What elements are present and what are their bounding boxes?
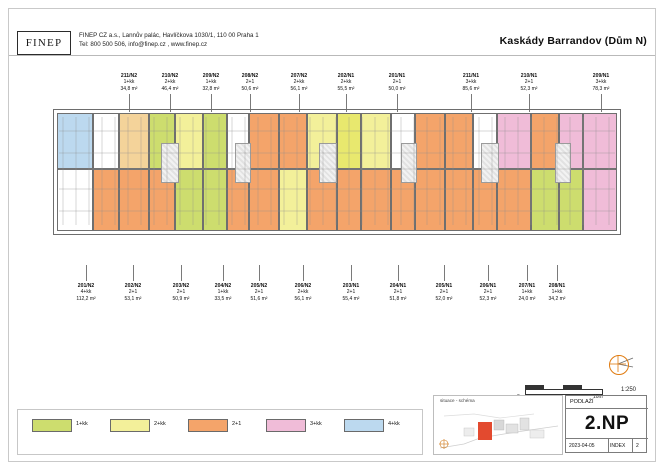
floor-plan-area: [9, 55, 655, 400]
legend-label: 2+1: [232, 421, 242, 427]
unit-id: 203/N1: [342, 283, 360, 289]
callout-leader-line: [250, 94, 251, 112]
unit-area: 24,0 m²: [518, 295, 536, 302]
company-address: [79, 31, 409, 49]
scale-max-label: 10m: [593, 394, 603, 400]
unit-callout: [579, 73, 623, 92]
unit-callout: [107, 73, 151, 92]
callout-leader-line: [211, 94, 212, 112]
unit-area: 50,6 m²: [241, 85, 259, 92]
unit-type: 3+kk: [465, 79, 477, 86]
unit-id: 205/N2: [250, 283, 268, 289]
finep-logo: FINEP: [17, 31, 71, 55]
unit-id: 211/N1: [462, 73, 480, 79]
unit-callout: [159, 283, 203, 302]
callout-leader-line: [259, 265, 260, 281]
unit-id: 209/N2: [202, 73, 220, 79]
legend-swatch: [110, 419, 150, 432]
index-label: INDEX: [610, 443, 626, 449]
unit-id: 210/N1: [520, 73, 538, 79]
unit-id: 209/N1: [592, 73, 610, 79]
unit-area: 50,9 m²: [172, 295, 190, 302]
unit-callout: [324, 73, 368, 92]
callout-leader-line: [529, 94, 530, 112]
callout-leader-line: [133, 265, 134, 281]
drawing-sheet: [8, 8, 656, 462]
unit-type: 2+kk: [340, 79, 352, 86]
callout-leader-line: [129, 94, 130, 112]
unit-type: 2+kk: [164, 79, 176, 86]
unit-id: 202/N1: [337, 73, 355, 79]
unit-id: 207/N1: [518, 283, 536, 289]
callout-leader-line: [223, 265, 224, 281]
unit-id: 210/N2: [161, 73, 179, 79]
situation-caption: situace - schéma: [440, 398, 475, 403]
unit-callout: [422, 283, 466, 302]
unit-area: 32,8 m²: [202, 85, 220, 92]
unit-area: 55,5 m²: [337, 85, 355, 92]
unit-type: 4+kk: [80, 289, 92, 296]
unit-type: 2+1: [392, 79, 402, 86]
callout-leader-line: [181, 265, 182, 281]
floor-value-row: [566, 409, 648, 439]
unit-callout: [466, 283, 510, 302]
unit-callout: [449, 73, 493, 92]
situation-map: [433, 395, 563, 455]
legend-label: 1+kk: [76, 421, 88, 427]
unit-callout: [64, 283, 108, 302]
unit-id: 208/N1: [548, 283, 566, 289]
unit-area: 52,0 m²: [435, 295, 453, 302]
unit-type: 2+1: [176, 289, 186, 296]
title-block: [565, 395, 647, 453]
unit-type: 2+1: [128, 289, 138, 296]
unit-area: 46,4 m²: [161, 85, 179, 92]
legend-label: 2+kk: [154, 421, 166, 427]
unit-area: 56,1 m²: [290, 85, 308, 92]
unit-type: 2+1: [346, 289, 356, 296]
unit-callout: [189, 73, 233, 92]
callout-leader-line: [488, 265, 489, 281]
unit-id: 206/N2: [294, 283, 312, 289]
legend-swatch: [266, 419, 306, 432]
unit-type: 2+1: [254, 289, 264, 296]
callout-leader-line: [351, 265, 352, 281]
unit-id: 203/N2: [172, 283, 190, 289]
unit-area: 34,2 m²: [548, 295, 566, 302]
unit-callout: [111, 283, 155, 302]
legend: [17, 409, 423, 455]
unit-callout: [228, 73, 272, 92]
unit-area: 52,3 m²: [520, 85, 538, 92]
unit-callout: [376, 283, 420, 302]
unit-type: 2+kk: [293, 79, 305, 86]
floor-label-row: [566, 396, 648, 409]
unit-callout: [237, 283, 281, 302]
unit-area: 52,3 m²: [479, 295, 497, 302]
unit-callouts-top: [9, 73, 655, 103]
unit-type: 2+1: [393, 289, 403, 296]
unit-id: 204/N2: [214, 283, 232, 289]
unit-area: 51,8 m²: [389, 295, 407, 302]
unit-area: 55,4 m²: [342, 295, 360, 302]
callout-leader-line: [398, 265, 399, 281]
unit-callout: [148, 73, 192, 92]
unit-area: 112,2 m²: [76, 295, 96, 302]
unit-id: 201/N2: [77, 283, 95, 289]
unit-callout: [507, 73, 551, 92]
drawing-date: 2023-04-05: [569, 443, 595, 449]
legend-label: 3+kk: [310, 421, 322, 427]
unit-type: 2+1: [245, 79, 255, 86]
callout-leader-line: [397, 94, 398, 112]
partition-lines: [57, 113, 617, 231]
unit-id: 202/N2: [124, 283, 142, 289]
unit-type: 1+kk: [205, 79, 217, 86]
index-value: 2: [636, 443, 639, 449]
project-title: Kaskády Barrandov (Dům N): [499, 35, 647, 47]
unit-type: 2+1: [483, 289, 493, 296]
legend-swatch: [344, 419, 384, 432]
floor-label: PODLAŽÍ: [570, 399, 594, 405]
floor-value: 2.NP: [584, 412, 630, 434]
unit-area: 50,0 m²: [388, 85, 406, 92]
company-address-line1: FINEP CZ a.s., Lannův palác, Havlíčkova 1030/1, 110 00 Praha 1: [79, 32, 259, 39]
unit-area: 33,5 m²: [214, 295, 232, 302]
title-block-footer: [566, 439, 648, 453]
unit-callout: [535, 283, 579, 302]
building-footprint: [57, 113, 617, 231]
callout-leader-line: [471, 94, 472, 112]
unit-type: 1+kk: [521, 289, 533, 296]
unit-type: 3+kk: [595, 79, 607, 86]
unit-id: 205/N1: [435, 283, 453, 289]
legend-swatch: [32, 419, 72, 432]
unit-id: 211/N2: [120, 73, 138, 79]
callout-leader-line: [444, 265, 445, 281]
unit-id: 208/N2: [241, 73, 259, 79]
callout-leader-line: [601, 94, 602, 112]
unit-area: 53,1 m²: [124, 295, 142, 302]
callout-leader-line: [86, 265, 87, 281]
unit-callout: [375, 73, 419, 92]
unit-area: 34,8 m²: [120, 85, 138, 92]
callout-leader-line: [346, 94, 347, 112]
unit-type: 2+1: [524, 79, 534, 86]
unit-type: 1+kk: [217, 289, 229, 296]
unit-callout: [329, 283, 373, 302]
callout-leader-line: [557, 265, 558, 281]
company-contact-line: Tel: 800 500 506, info@finep.cz , www.finep.cz: [79, 41, 208, 48]
unit-area: 56,1 m²: [294, 295, 312, 302]
callout-leader-line: [299, 94, 300, 112]
unit-type: 1+kk: [551, 289, 563, 296]
unit-id: 207/N2: [290, 73, 308, 79]
callout-leader-line: [303, 265, 304, 281]
legend-label: 4+kk: [388, 421, 400, 427]
sheet-header: [9, 9, 655, 56]
unit-id: 204/N1: [389, 283, 407, 289]
unit-id: 206/N1: [479, 283, 497, 289]
callout-leader-line: [170, 94, 171, 112]
unit-callout: [281, 283, 325, 302]
unit-type: 2+1: [439, 289, 449, 296]
unit-area: 85,6 m²: [462, 85, 480, 92]
north-arrow-icon: [609, 355, 635, 381]
unit-callouts-bottom: [9, 277, 655, 309]
callout-leader-line: [527, 265, 528, 281]
legend-swatch: [188, 419, 228, 432]
situation-graphic: [434, 404, 562, 454]
unit-id: 201/N1: [388, 73, 406, 79]
unit-callout: [277, 73, 321, 92]
unit-area: 51,6 m²: [250, 295, 268, 302]
unit-type: 2+kk: [297, 289, 309, 296]
unit-type: 1+kk: [123, 79, 135, 86]
unit-area: 78,3 m²: [592, 85, 610, 92]
scale-ratio: 1:250: [621, 387, 637, 393]
